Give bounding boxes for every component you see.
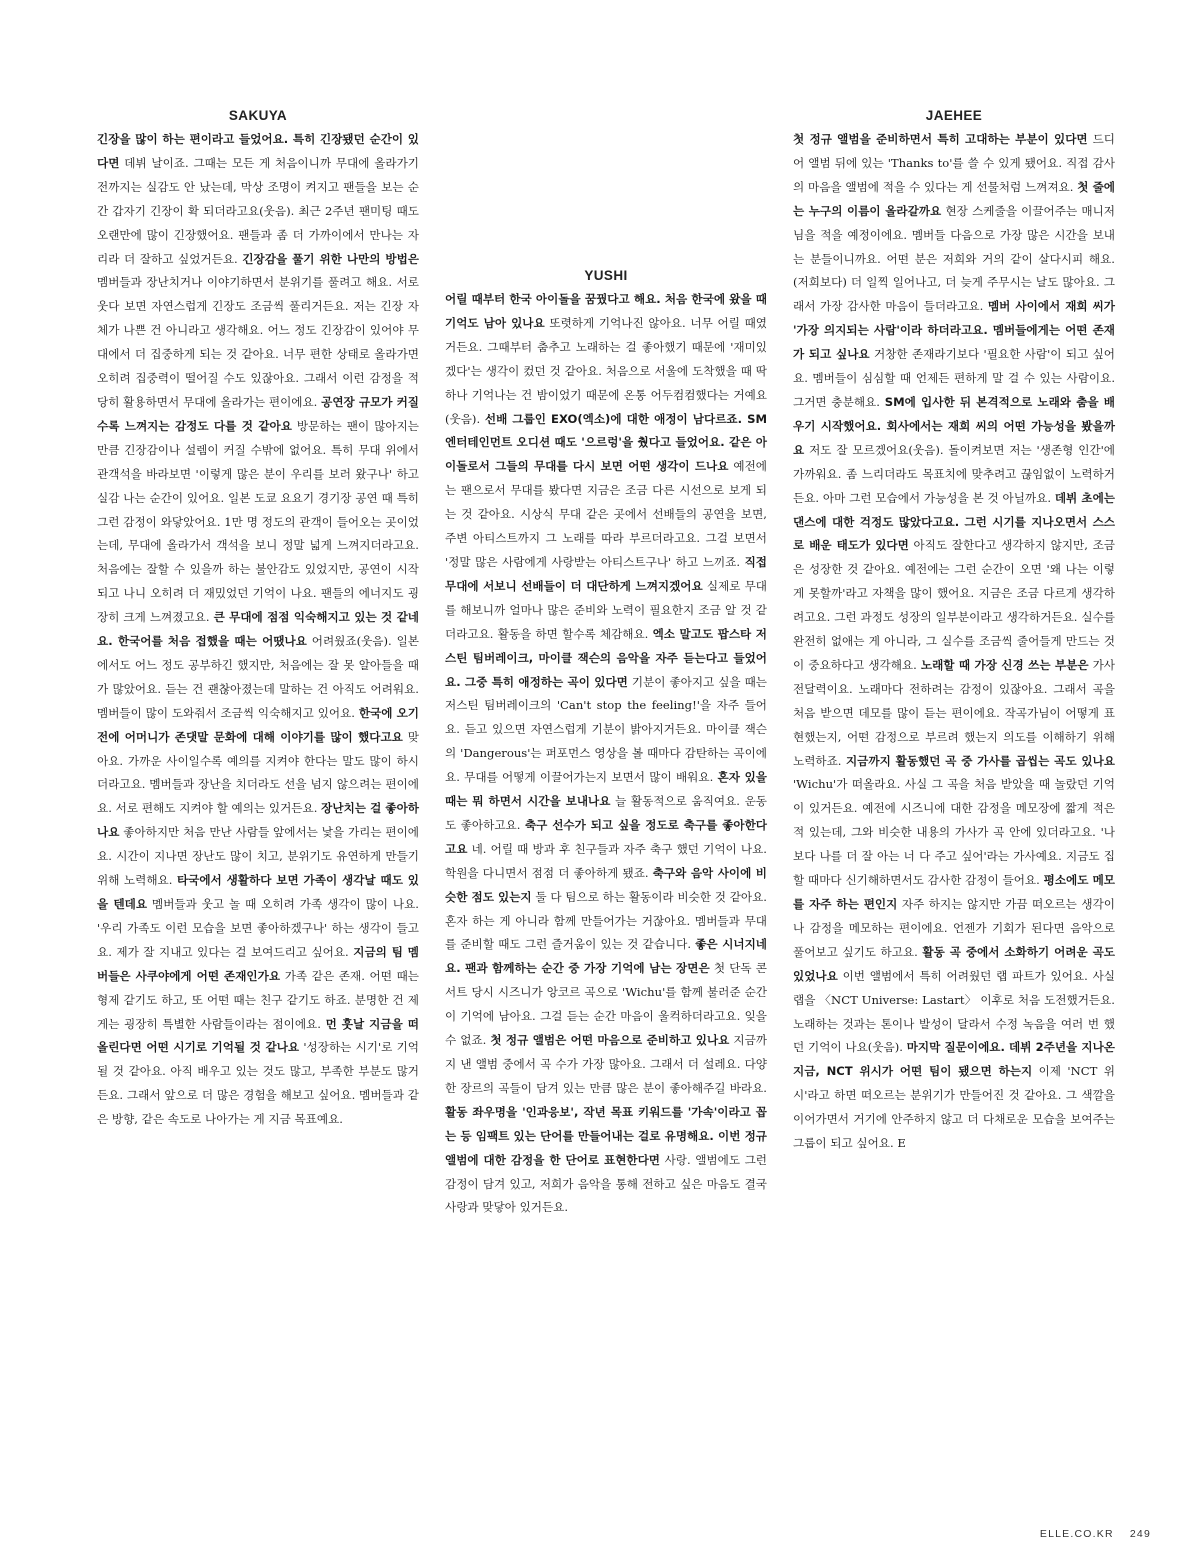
page-number: 249 [1129,1528,1151,1540]
interview-question: 엑소 말고도 팝스타 저스틴 팀버레이크, 마이클 잭슨의 음악을 자주 듣는다고 들었어요. 그중 특히 애정하는 곡이 있다면 [445,626,768,689]
interview-question: 장난치는 걸 좋아하나요 [97,801,420,840]
page-footer [1040,1528,1151,1540]
interview-question: 어릴 때부터 한국 아이돌을 꿈꿨다고 해요. 처음 한국에 왔을 때 기억도 남아 있나요 [445,292,767,330]
interview-question: 첫 줄에는 누구의 이름이 올라갈까요 [793,179,1115,218]
interview-answer: 지금까지 낸 앨범 중에서 곡 수가 가장 많아요. 그래서 더 설레요. 다양한 장르의 곡들이 담겨 있는 만큼 많은 분이 좋아해주길 바라요. [445,1033,768,1095]
interview-question: 첫 정규 앨범은 어떤 마음으로 준비하고 있나요 [490,1033,730,1048]
interview-answer: 방문하는 팬이 많아지는 만큼 긴장감이나 설렘이 커질 수밖에 없어요. 특히 무대 위에서 관객석을 바라보면 '이렇게 많은 분이 우리를 보러 왔구나' 하고 실감 나는 순간이 있어요. 일본 도쿄 요요기 경기장 공연 때 특히 그런 감정이 와닿았어요. 1만 명 정도의 관객이 들어오는 곳이었는데, 무대에 올라가서 객석을 보니 정말 넓게 느껴지더라고요. 처음에는 잘할 수 있을까 하는 불안감도 있었지만, 공연이 시작되고 나니 오히려 더 재밌었던 기억이 나요. 팬들의 에너지도 굉장히 크게 느껴졌고요. [97,418,419,625]
interview-question: 활동 곡 중에서 소화하기 어려운 곡도 있었나요 [793,944,1115,983]
member-name-heading: JAEHEE [925,108,983,123]
interview-question: 긴장감을 풀기 위한 나만의 방법은 [242,251,419,266]
interview-body [97,128,419,1132]
interview-answer: 'Wichu'가 떠올라요. 사실 그 곡을 처음 받았을 때 놀랐던 기억이 있거든요. 예전에 시즈니에 대한 감정을 메모장에 짧게 적은 적 있는데, 그와 비슷한 내용의 가사가 곡 안에 있더라고요. '나보다 나를 더 잘 아는 너 다 주고 싶어'라는 가사예요. 지금도 집할 때마다 신기해하면서도 감사한 감정이 들어요. [793,777,1115,888]
interview-question: 지금까지 활동했던 곡 중 가사를 곱씹는 곡도 있나요 [845,753,1115,768]
interview-question: 공연장 규모가 커질수록 느껴지는 감정도 다를 것 같아요 [97,394,419,433]
interview-body [793,128,1115,1156]
interview-answer: 현장 스케줄을 이끌어주는 매니저님을 적을 예정이에요. 멤버들 다음으로 가장 많은 시간을 보내는 분들이니까요. 어떤 분은 저희와 거의 같이 살다시피 해요. (저희보다) 더 일찍 일어나고, 더 늦게 주무시는 날도 많아요. 그래서 가장 감사한 마음이 들더라고요. [793,203,1115,314]
interview-question: 좋은 시너지네요. 팬과 함께하는 순간 중 가장 기억에 남는 장면은 [445,937,768,976]
interview-answer: 멤버들과 장난치거나 이야기하면서 분위기를 풀려고 해요. 서로 웃다 보면 자연스럽게 긴장도 조금씩 풀리거든요. 저는 긴장 자체가 나쁜 건 아니라고 생각해요. 어느 정도 긴장감이 있어야 무대에서 더 집중하게 되는 것 같아요. 너무 편한 상태로 올라가면 오히려 집중력이 떨어질 수도 있잖아요. 그래서 이런 감정을 적당히 활용하면서 무대에 올라가는 편이에요. [97,275,419,409]
interview-question: SM에 입사한 뒤 본격적으로 노래와 춤을 배우기 시작했어요. 회사에서는 재희 씨의 어떤 가능성을 봤을까요 [793,394,1115,457]
interview-answer: 이제 'NCT 위시'라고 하면 떠오르는 분위기가 만들어진 것 같아요. 그 색깔을 이어가면서 거기에 안주하지 않고 더 다채로운 모습을 보여주는 그룹이 되고 싶어요. E [793,1064,1115,1151]
interview-answer: 어려웠죠(웃음). 일본에서도 어느 정도 공부하긴 했지만, 처음에는 잘 못 알아들을 때가 많았어요. 듣는 건 괜찮아졌는데 말하는 건 아직도 어려워요. 멤버들이 많이 도와줘서 조금씩 익숙해지고 있어요. [97,634,420,720]
interview-answer: 첫 단독 콘서트 당시 시즈니가 앙코르 곡으로 'Wichu'를 함께 불러준 순간이 기억에 남아요. 그걸 듣는 순간 마음이 울컥하더라고요. 잊을 수 없죠. [445,961,767,1048]
interview-answer: 맞아요. 가까운 사이일수록 예의를 지켜야 한다는 말도 많이 하시더라고요. 멤버들과 장난을 치더라도 선을 넘지 않으려는 편이에요. 서로 편해도 지켜야 할 예의는 있거든요. [97,729,420,816]
interview-answer: 아직도 잘한다고 생각하지 않지만, 조금은 성장한 것 같아요. 예전에는 그런 순간이 오면 '왜 나는 이렇게 못할까'라고 자책을 많이 했어요. 지금은 조금 다르게 생각하려고요. 그런 과정도 성장의 일부분이라고 생각하거든요. 실수를 완전히 없애는 게 아니라, 그 실수를 조금씩 줄어들게 만드는 것이 중요하다고 생각해요. [793,538,1115,672]
interview-column-yushi [445,268,767,1220]
interview-question: 선배 그룹인 EXO(엑소)에 대한 애정이 남다르죠. SM엔터테인먼트 오디션 때도 '으르렁'을 췄다고 들었어요. 같은 아이돌로서 그들의 무대를 다시 보면 어떤 생각이 드나요 [445,411,767,474]
interview-answer: 멤버들과 웃고 놀 때 오히려 가족 생각이 많이 나요. '우리 가족도 이런 모습을 보면 좋아하겠구나' 하는 생각이 들고요. 제가 잘 지내고 있다는 걸 보여드리고 싶어요. [97,897,419,959]
interview-answer: 사랑. 앨범에도 그런 감정이 담겨 있고, 저희가 음악을 통해 전하고 싶은 마음도 결국 사랑과 맞닿아 있거든요. [445,1152,767,1215]
interview-question: 축구와 음악 사이에 비슷한 점도 있는지 [445,865,768,904]
interview-answer: 예전에는 팬으로서 무대를 봤다면 지금은 조금 다른 시선으로 보게 되는 것 같아요. 시상식 무대 같은 곳에서 선배들의 공연을 보면, 주변 아티스트까지 그 노래를 따라 부르더라고요. 그걸 보면서 '정말 많은 사람에게 사랑받는 아티스트구나' 하고 느끼죠. [445,459,767,569]
interview-question: 긴장을 많이 하는 편이라고 들었어요. 특히 긴장됐던 순간이 있다면 [97,132,419,170]
interview-answer: '성장하는 시기'로 기억될 것 같아요. 아직 배우고 있는 것도 많고, 부족한 부분도 많거든요. 그래서 앞으로 더 많은 경험을 해보고 싶어요. 멤버들과 같은 방향, 같은 속도로 나아가는 게 지금 목표예요. [97,1040,419,1127]
interview-answer: 저도 잘 모르겠어요(웃음). 돌이켜보면 저는 '생존형 인간'에 가까워요. 좀 느리더라도 목표치에 맞추려고 끊임없이 노력하거든요. 아마 그런 모습에서 가능성을 본 것 아닐까요. [793,442,1115,505]
interview-body [445,288,767,1220]
interview-answer: 늘 활동적으로 움직여요. 운동도 좋아하고요. [445,794,767,832]
interview-question: 데뷔 초에는 댄스에 대한 걱정도 많았다고요. 그런 시기를 지나오면서 스스로 배운 태도가 있다면 [793,490,1115,553]
interview-answer: 이번 앨범에서 특히 어려웠던 랩 파트가 있어요. 사실 랩을 〈NCT Universe: Lastart〉 이후로 처음 도전했거든요. 노래하는 것과는 톤이나 발성이 달라서 수정 녹음을 여러 번 했던 기억이 나요(웃음). [793,968,1115,1055]
interview-question: 노래할 때 가장 신경 쓰는 부분은 [920,657,1089,672]
interview-question: 한국에 오기 전에 어머니가 존댓말 문화에 대해 이야기를 많이 했다고요 [97,705,419,744]
interview-answer: 좋아하지만 처음 만난 사람들 앞에서는 낯을 가리는 편이에요. 시간이 지나면 장난도 많이 치고, 분위기도 유연하게 만들기 위해 노력해요. [97,825,419,888]
interview-question: 직접 무대에 서보니 선배들이 더 대단하게 느껴지겠어요 [445,554,767,593]
interview-answer: 거창한 존재라기보다 '필요한 사람'이 되고 싶어요. 멤버들이 심심할 때 언제든 편하게 말 걸 수 있는 사람이요. 그거면 충분해요. [793,347,1115,409]
interview-question: 평소에도 메모를 자주 하는 편인지 [793,873,1115,911]
interview-question: 축구 선수가 되고 싶을 정도로 축구를 좋아한다고요 [445,817,767,856]
interview-question: 큰 무대에 점점 익숙해지고 있는 것 같네요. 한국어를 처음 접했을 때는 어땠나요 [97,610,419,649]
interview-question: 마지막 질문이에요. 데뷔 2주년을 지나온 지금, NCT 위시가 어떤 팀이 됐으면 하는지 [793,1040,1116,1079]
interview-column-jaehee [793,108,1115,1156]
interview-column-sakuya [97,108,419,1132]
interview-answer: 가사 전달력이요. 노래마다 전하려는 감정이 있잖아요. 그래서 곡을 처음 받으면 데모를 많이 듣는 편이에요. 작곡가님이 어떻게 표현했는지, 어떤 감정으로 부르려 했는지 의도를 이해하기 위해 노력하죠. [793,657,1115,768]
interview-answer: 또렷하게 기억나진 않아요. 너무 어릴 때였거든요. 그때부터 춤추고 노래하는 걸 좋아했기 때문에 '재미있겠다'는 생각이 컸던 것 같아요. 처음으로 서울에 도착했을 때 딱 하나 기억나는 건 밤이었기 때문에 온통 어두컴컴했다는 거예요(웃음). [445,315,767,426]
interview-answer: 데뷔 날이죠. 그때는 모든 게 처음이니까 무대에 올라가기 전까지는 실감도 안 났는데, 막상 조명이 켜지고 팬들을 보는 순간 갑자기 긴장이 확 되더라고요(웃음). 최근 2주년 팬미팅 때도 오랜만에 많이 긴장했어요. 팬들과 좀 더 가까이에서 만나는 자리라 더 잘하고 싶었거든요. [97,155,419,266]
interview-question: 먼 훗날 지금을 떠올린다면 어떤 시기로 기억될 것 같나요 [97,1016,419,1055]
interview-question: 지금의 팀 멤버들은 사쿠야에게 어떤 존재인가요 [97,944,419,983]
interview-answer: 네. 어릴 때 방과 후 친구들과 자주 축구 했던 기억이 나요. 학원을 다니면서 점점 더 좋아하게 됐죠. [445,841,767,880]
interview-answer: 가족 같은 존재. 어떤 때는 형제 같기도 하고, 또 어떤 때는 친구 같기도 하죠. 분명한 건 제게는 굉장히 특별한 사람들이라는 점이에요. [97,968,420,1031]
interview-answer: 둘 다 팀으로 하는 활동이라 비슷한 것 같아요. 혼자 하는 게 아니라 함께 만들어가는 거잖아요. 멤버들과 무대를 준비할 때도 그런 즐거움이 있는 것 같습니다. [445,889,767,952]
interview-question: 멤버 사이에서 재희 씨가 '가장 의지되는 사람'이라 하더라고요. 멤버들에게는 어떤 존재가 되고 싶나요 [793,299,1116,362]
magazine-url: ELLE.CO.KR [1039,1528,1114,1540]
member-name-heading: YUSHI [584,268,628,283]
member-name-heading: SAKUYA [228,108,288,123]
interview-answer: 자주 하지는 않지만 가끔 떠오르는 생각이나 감정을 메모하는 편이에요. 언젠가 기회가 된다면 음악으로 풀어보고 싶기도 하고요. [793,897,1115,959]
interview-answer: 드디어 앨범 뒤에 있는 'Thanks to'를 쓸 수 있게 됐어요. 직접 감사의 마음을 앨범에 적을 수 있다는 게 선물처럼 느껴져요. [793,132,1115,194]
interview-question: 첫 정규 앨범을 준비하면서 특히 고대하는 부분이 있다면 [793,132,1088,146]
interview-question: 타국에서 생활하다 보면 가족이 생각날 때도 있을 텐데요 [97,873,419,911]
interview-answer: 기분이 좋아지고 싶을 때는 저스틴 팀버레이크의 'Can't stop the feeling!'을 자주 들어요. 듣고 있으면 자연스럽게 기분이 밝아지거든요. 마이클 잭슨의 'Dangerous'는 퍼포먼스 영상을 볼 때마다 감탄하는 곡이에요. 무대를 어떻게 이끌어가는지 보면서 많이 배워요. [445,674,767,785]
interview-answer: 실제로 무대를 해보니까 얼마나 많은 준비와 노력이 필요한지 조금 알 것 같더라고요. 활동을 하면 할수록 체감해요. [445,578,768,641]
interview-question: 활동 좌우명을 '인과응보', 작년 목표 키워드를 '가속'이라고 꼽는 등 임팩트 있는 단어를 만들어내는 걸로 유명해요. 이번 정규 앨범에 대한 감정을 한 단어로 표현한다면 [445,1104,767,1167]
interview-question: 혼자 있을 때는 뭐 하면서 시간을 보내나요 [445,770,767,809]
